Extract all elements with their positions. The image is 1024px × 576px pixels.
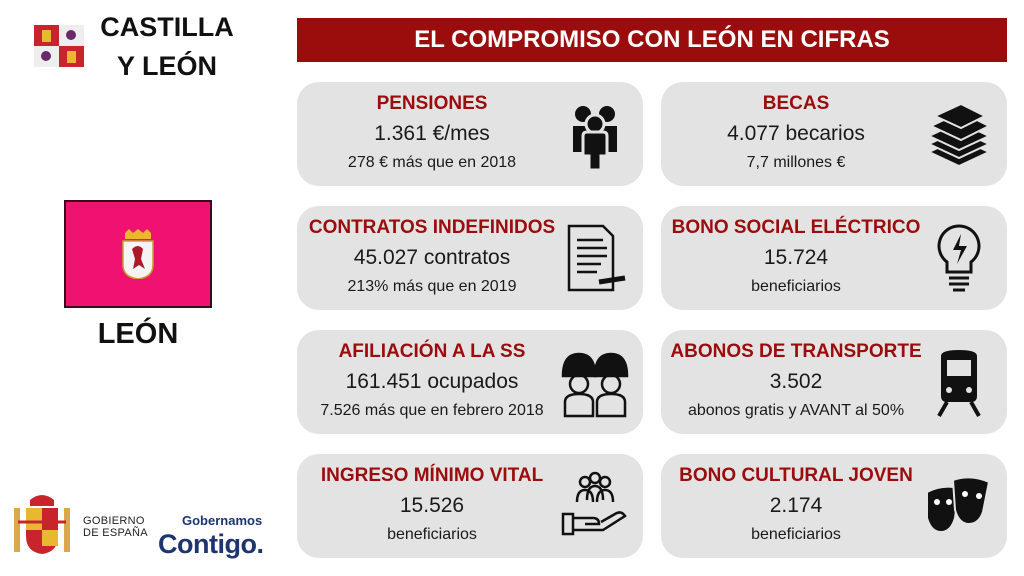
stat-card (297, 454, 643, 558)
card-text (297, 82, 567, 172)
card-text (297, 454, 567, 544)
card-title: AFILIACIÓN A LA SS (338, 341, 526, 362)
card-title: ABONOS DE TRANSPORTE (670, 341, 922, 362)
card-text (661, 454, 931, 544)
card-value: 1.361 €/mes (374, 122, 490, 145)
card-title: PENSIONES (376, 93, 488, 114)
card-subtitle: 213% más que en 2019 (347, 278, 517, 295)
card-subtitle: 7.526 más que en febrero 2018 (320, 402, 544, 419)
card-title: BONO SOCIAL ELÉCTRICO (671, 217, 921, 238)
slogan-small: Gobernamos (182, 513, 263, 528)
books-icon (923, 98, 995, 170)
slogan-big: Contigo. (158, 529, 264, 559)
card-title: CONTRATOS INDEFINIDOS (308, 217, 556, 238)
card-subtitle: beneficiarios (751, 278, 841, 295)
lightbulb-icon (923, 222, 995, 294)
card-subtitle: 278 € más que en 2018 (347, 154, 517, 171)
card-title: BONO CULTURAL JOVEN (679, 465, 913, 486)
stat-card (297, 330, 643, 434)
card-subtitle: beneficiarios (751, 526, 841, 543)
workers-icon (559, 346, 631, 418)
castilla-leon-shield-icon (34, 25, 84, 67)
gov-line2: DE ESPAÑA (83, 527, 148, 539)
region-title-line1: CASTILLA (100, 12, 234, 42)
gobernamos-contigo-logo (158, 514, 268, 562)
leon-coat-of-arms-icon (121, 229, 155, 279)
card-title: INGRESO MÍNIMO VITAL (320, 465, 544, 486)
gov-line1: GOBIERNO (83, 515, 145, 527)
card-text (661, 206, 931, 296)
people-icon (559, 98, 631, 170)
spain-coat-of-arms-icon (12, 492, 72, 556)
contract-icon (559, 222, 631, 294)
card-subtitle: 7,7 millones € (746, 154, 846, 171)
stat-card (297, 206, 643, 310)
train-icon (923, 346, 995, 418)
card-value: 3.502 (769, 370, 823, 393)
card-value: 15.724 (763, 246, 829, 269)
card-title: BECAS (762, 93, 830, 114)
stat-card (661, 454, 1007, 558)
card-subtitle: beneficiarios (387, 526, 477, 543)
stat-card (661, 206, 1007, 310)
stat-card (661, 82, 1007, 186)
card-value: 15.526 (399, 494, 465, 517)
banner-title: EL COMPROMISO CON LEÓN EN CIFRAS (297, 18, 1007, 62)
card-text (661, 330, 931, 420)
region-title-line2: Y LEÓN (116, 51, 218, 81)
card-value: 45.027 contratos (353, 246, 511, 269)
hand-people-icon (559, 470, 631, 542)
card-text (297, 330, 567, 420)
card-value: 4.077 becarios (727, 122, 865, 145)
province-name: LEÓN (97, 318, 179, 350)
theater-masks-icon (923, 470, 995, 542)
stat-card (661, 330, 1007, 434)
card-text (661, 82, 931, 172)
card-text (297, 206, 567, 296)
card-value: 161.451 ocupados (345, 370, 519, 393)
stat-card (297, 82, 643, 186)
leon-flag (64, 200, 212, 308)
gobierno-espana-label (83, 515, 148, 539)
card-subtitle: abonos gratis y AVANT al 50% (687, 402, 905, 419)
card-value: 2.174 (769, 494, 823, 517)
region-title (92, 8, 242, 86)
